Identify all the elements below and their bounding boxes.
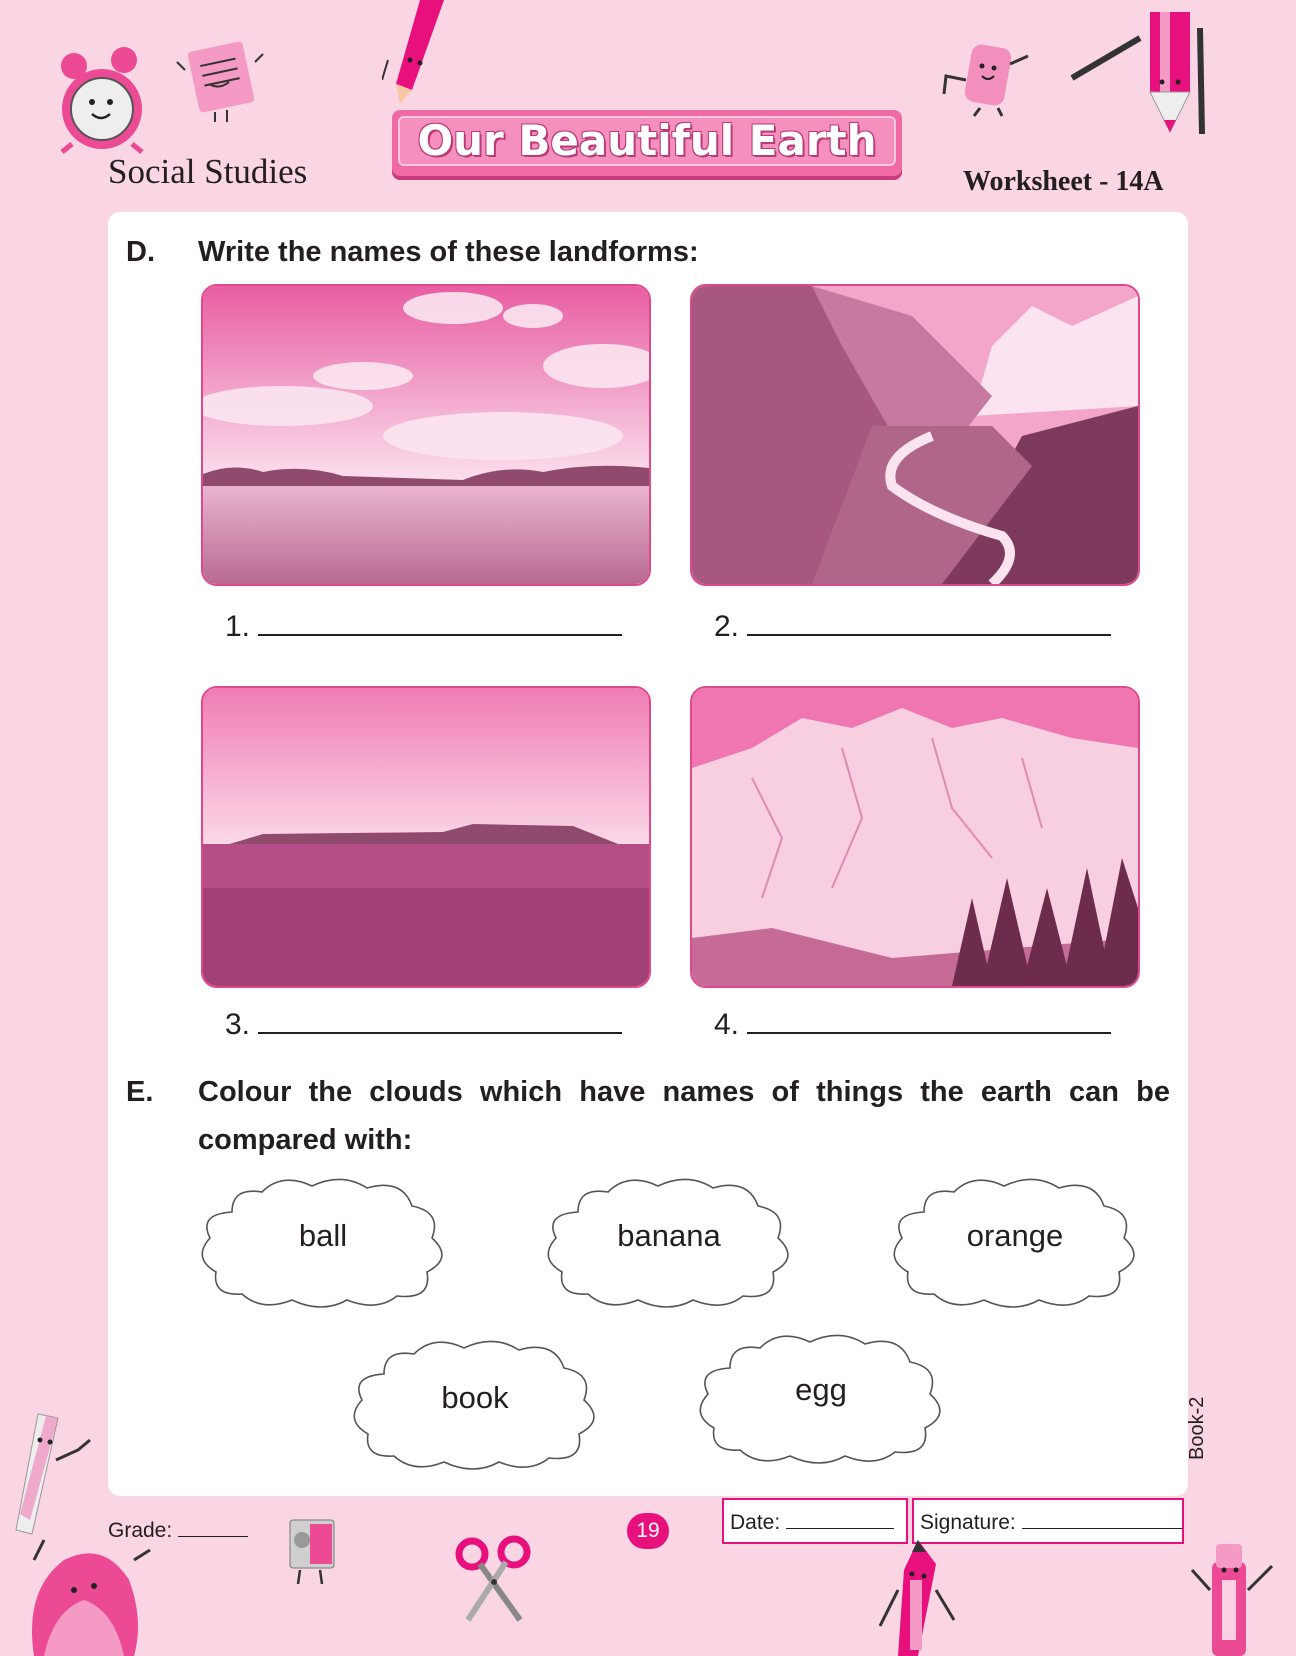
- question-e-text-line2: compared with:: [198, 1124, 413, 1156]
- notepad-icon: [175, 40, 265, 125]
- sharpener-icon: [284, 1516, 344, 1586]
- subject-label: Social Studies: [108, 152, 308, 191]
- glue-stick-icon: [1188, 1540, 1278, 1656]
- cloud-egg[interactable]: [690, 1328, 952, 1468]
- page-title: Our Beautiful Earth: [417, 116, 877, 165]
- cloud-book[interactable]: [344, 1334, 606, 1474]
- backpack-icon: [14, 1520, 154, 1656]
- plateau-photo: [201, 686, 651, 988]
- pen-character-icon: [878, 1540, 958, 1656]
- answer-number: 2.: [714, 610, 740, 643]
- question-d-text: Write the names of these landforms:: [198, 236, 699, 268]
- title-banner: [392, 110, 902, 176]
- date-blank[interactable]: [786, 1510, 894, 1529]
- answer-line-1[interactable]: [225, 606, 622, 644]
- plateau-photo-drawing: [203, 688, 649, 986]
- signature-field[interactable]: [912, 1498, 1184, 1544]
- cloud-banana[interactable]: [538, 1172, 800, 1312]
- valley-photo-drawing: [692, 286, 1138, 584]
- question-e-letter: E.: [126, 1076, 154, 1108]
- signature-label: Signature:: [920, 1511, 1016, 1534]
- plain-grassland-photo: [201, 284, 651, 586]
- question-d-letter: D.: [126, 236, 155, 268]
- answer-number: 3.: [225, 1008, 251, 1041]
- date-label: Date:: [730, 1511, 781, 1534]
- question-e-text-line1: Colour the clouds which have names of things the earth can be: [198, 1076, 1170, 1108]
- worksheet-label: Worksheet - 14A: [963, 166, 1164, 197]
- pencil-icon: [382, 0, 452, 110]
- answer-blank[interactable]: [747, 606, 1111, 636]
- cloud-ball[interactable]: [192, 1172, 454, 1312]
- alarm-clock-icon: [52, 44, 152, 154]
- answer-line-4[interactable]: [714, 1004, 1111, 1042]
- answer-number: 1.: [225, 610, 251, 643]
- answer-blank[interactable]: [258, 1004, 622, 1034]
- plain-photo-drawing: [203, 286, 649, 584]
- cloud-label: egg: [795, 1372, 847, 1407]
- cloud-label: book: [441, 1380, 509, 1415]
- answer-blank[interactable]: [747, 1004, 1111, 1034]
- pencil-character-icon: [1070, 8, 1210, 138]
- answer-number: 4.: [714, 1008, 740, 1041]
- page-number-badge: 19: [627, 1513, 669, 1549]
- cloud-label: banana: [617, 1218, 721, 1253]
- answer-line-3[interactable]: [225, 1004, 622, 1042]
- cloud-label: orange: [966, 1218, 1064, 1253]
- signature-blank[interactable]: [1022, 1510, 1182, 1529]
- scissors-icon: [454, 1534, 534, 1624]
- grade-label: Grade:: [108, 1519, 173, 1542]
- grade-blank[interactable]: [178, 1518, 248, 1537]
- answer-blank[interactable]: [258, 606, 622, 636]
- book-label: Book-2: [1186, 1396, 1208, 1460]
- valley-river-photo: [690, 284, 1140, 586]
- cloud-label: ball: [298, 1218, 348, 1253]
- snowy-mountain-photo: [690, 686, 1140, 988]
- cloud-orange[interactable]: [884, 1172, 1146, 1312]
- date-field[interactable]: [722, 1498, 908, 1544]
- eraser-icon: [940, 40, 1030, 120]
- mountain-photo-drawing: [692, 688, 1138, 986]
- answer-line-2[interactable]: [714, 606, 1111, 644]
